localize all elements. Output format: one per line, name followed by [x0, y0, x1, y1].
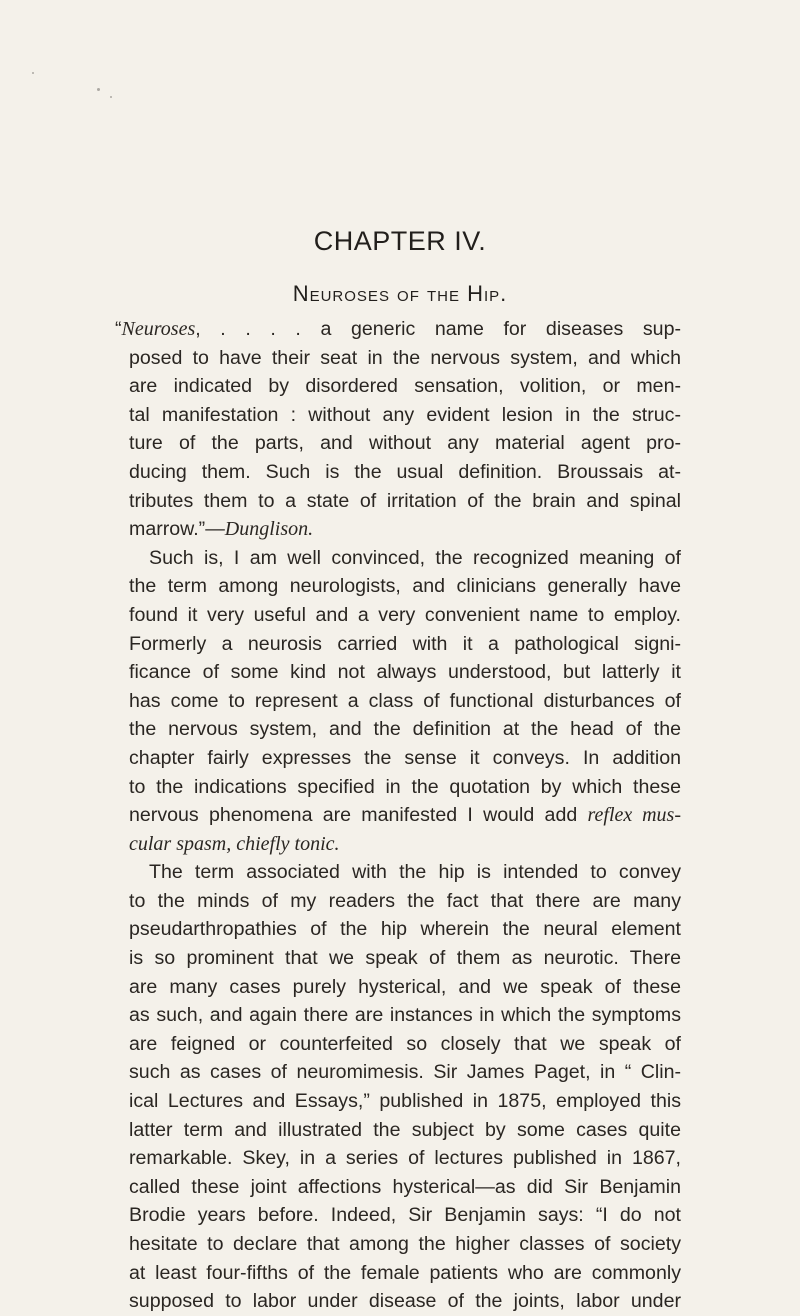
- text-line: [129, 1116, 681, 1145]
- text-line: [129, 744, 681, 773]
- text-run: are feigned or counterfeited so closely that we speak of: [129, 1032, 681, 1055]
- text-line: [129, 401, 681, 430]
- text-line: [129, 1287, 681, 1316]
- text-run: Brodie years before. Indeed, Sir Benjamin says: “I do not: [129, 1204, 681, 1227]
- text-run: are indicated by disordered sensation, volition, or men-: [129, 375, 681, 398]
- text-run: the nervous system, and the definition at the head of the: [129, 718, 681, 741]
- text-run: nervous phenomena are manifested I would add: [129, 804, 588, 827]
- text-line: [129, 773, 681, 802]
- body-text: [115, 315, 682, 1316]
- text-run: found it very useful and a very convenient name to employ.: [129, 603, 681, 626]
- text-line: [129, 973, 681, 1002]
- text-line: [129, 1001, 681, 1030]
- text-run: are many cases purely hysterical, and we speak of these: [129, 975, 681, 998]
- text-run: ficance of some kind not always understood, but latterly it: [129, 661, 681, 684]
- text-run: The term associated with the hip is intended to convey: [149, 861, 681, 884]
- text-run: pseudarthropathies of the hip wherein the neural element: [129, 918, 681, 941]
- page-speck: [32, 72, 34, 74]
- section-title: Neuroses of the Hip.: [292, 281, 508, 306]
- italic-text-run: Dunglison.: [224, 518, 314, 541]
- text-line: [129, 601, 681, 630]
- text-run: ducing them. Such is the usual definition. Broussais at-: [129, 460, 681, 483]
- text-line: [129, 1144, 681, 1173]
- text-run: to the minds of my readers the fact that there are many: [129, 889, 681, 912]
- text-line: [129, 1087, 681, 1116]
- text-line: [129, 1173, 681, 1202]
- text-run: ical Lectures and Essays,” published in 1875, employed this: [129, 1090, 681, 1113]
- text-run: supposed to labor under disease of the joints, labor under: [129, 1290, 681, 1313]
- text-run: tributes them to a state of irritation of the brain and spinal: [129, 489, 681, 512]
- text-line: [129, 630, 681, 659]
- text-line: [129, 1058, 681, 1087]
- text-line: [129, 487, 681, 516]
- text-run: called these joint affections hysterical—as did Sir Benjamin: [129, 1175, 681, 1198]
- text-line: [129, 887, 681, 916]
- text-run: hesitate to declare that among the higher classes of society: [129, 1233, 681, 1255]
- text-run: , . . . . a generic name for diseases sup-: [195, 318, 681, 340]
- chapter-title: CHAPTER IV.: [313, 226, 487, 256]
- text-run: remarkable. Skey, in a series of lectures published in 1867,: [129, 1147, 681, 1170]
- text-line: [129, 572, 681, 601]
- text-line: [129, 544, 681, 573]
- text-run: chapter fairly expresses the sense it conveys. In addition: [129, 746, 681, 769]
- text-run: latter term and illustrated the subject by some cases quite: [129, 1118, 681, 1141]
- text-line: [129, 915, 681, 944]
- text-run: ture of the parts, and without any material agent pro-: [129, 432, 681, 455]
- text-line: [129, 1230, 681, 1259]
- text-run: tal manifestation : without any evident lesion in the struc-: [129, 403, 681, 426]
- text-line: [129, 830, 681, 859]
- text-run: to the indications specified in the quotation by which these: [129, 775, 681, 798]
- text-line: [129, 1030, 681, 1059]
- text-line: [129, 801, 681, 830]
- text-run: has come to represent a class of functional disturbances of: [129, 689, 681, 712]
- text-line: [129, 515, 681, 544]
- text-run: the term among neurologists, and clinicians generally have: [129, 575, 681, 598]
- text-line: [129, 944, 681, 973]
- text-line: [129, 372, 681, 401]
- text-run: “: [115, 318, 122, 340]
- page-speck: [97, 88, 100, 91]
- text-run: Formerly a neurosis carried with it a pathological signi-: [129, 632, 681, 655]
- text-run: such as cases of neuromimesis. Sir James Paget, in “ Clin-: [129, 1061, 681, 1084]
- text-line: [129, 858, 681, 887]
- text-line: [115, 315, 681, 344]
- page-speck: [110, 96, 112, 98]
- text-line: [129, 429, 681, 458]
- text-line: [129, 458, 681, 487]
- text-run: at least four-fifths of the female patients who are commonly: [129, 1261, 681, 1284]
- text-line: [129, 715, 681, 744]
- text-run: as such, and again there are instances in which the symptoms: [129, 1004, 681, 1027]
- text-run: marrow.”—: [129, 518, 225, 541]
- italic-text-run: Neuroses: [121, 318, 196, 340]
- text-run: Such is, I am well convinced, the recognized meaning of: [149, 546, 681, 569]
- text-line: [129, 687, 681, 716]
- text-run: is so prominent that we speak of them as neurotic. There: [129, 947, 681, 970]
- text-line: [129, 658, 681, 687]
- italic-text-run: cular spasm, chiefly tonic.: [129, 832, 340, 855]
- text-run: posed to have their seat in the nervous system, and which: [129, 346, 681, 369]
- text-line: [129, 1201, 681, 1230]
- italic-text-run: reflex mus-: [587, 804, 682, 827]
- text-line: [129, 344, 681, 373]
- text-line: [129, 1259, 681, 1288]
